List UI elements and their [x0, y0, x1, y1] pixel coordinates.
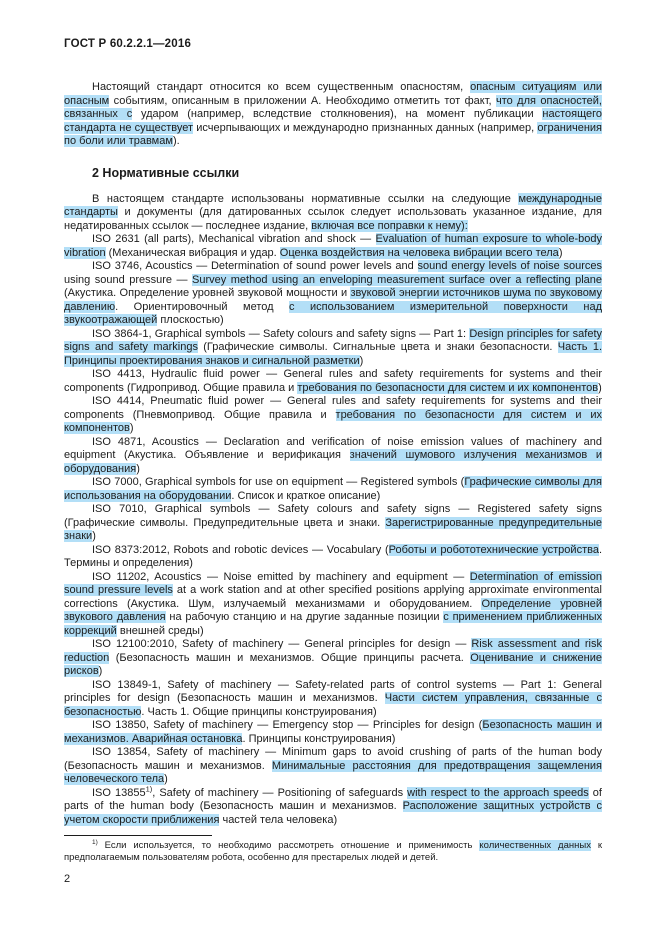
footnote [64, 840, 602, 864]
highlighted-text: с использованием измерительной поверхности над звукоотражающей [64, 300, 602, 326]
text-segment: и документы (для датированных ссылок следует использовать указанное издание, для недатированных ссылок — последнее издание, [64, 206, 602, 232]
highlighted-text: Графические символы для использования на оборудовании [64, 476, 602, 502]
text-segment: ) [129, 422, 134, 434]
text-segment: . Термины и определения) [64, 543, 603, 569]
text-segment: ISO 7000, Graphical symbols for use on equipment — Registered symbols ( [92, 476, 465, 488]
text-segment: ISO 13854, Safety of machinery — Minimum gaps to avoid crushing of parts of the human body (Безопасность машин и механизмов. [64, 746, 602, 772]
text-segment: исчерпывающих и международно признанных данных (например, [193, 121, 538, 134]
footnote-marker: 1) [145, 783, 153, 793]
reference-item [64, 544, 602, 571]
text-segment: внешней среды) [116, 624, 204, 637]
text-segment: ISO 2631 (all parts), Mechanical vibration and shock — [92, 233, 376, 245]
highlighted-text: Design principles for safety signs and safety markings [64, 327, 602, 353]
highlighted-text: sound energy levels of noise sources [417, 260, 603, 272]
reference-item [64, 436, 602, 477]
text-segment: ). [172, 135, 180, 147]
highlighted-text: с применением приближенных коррекций [64, 611, 603, 637]
text-segment: Настоящий стандарт относится ко всем существенным опасностям, [92, 81, 471, 93]
text-segment: ISO 4413, Hydraulic fluid power — General rules and safety requirements for systems and their components (Гидропривод. Общие правила и [64, 368, 602, 394]
highlighted-text: Определение уровней звукового давления [64, 597, 602, 623]
text-segment: ) [164, 773, 168, 785]
text-segment: ISO 8373:2012, Robots and robotic devices — Vocabulary ( [92, 543, 389, 556]
highlighted-text: with respect to the approach speeds [407, 786, 589, 799]
intro-paragraph [64, 81, 602, 149]
text-segment: of parts of the human body (Безопасность машин и механизмов. [64, 786, 602, 812]
text-segment: (Безопасность машин и механизмов. Общие принципы расчета. [109, 651, 471, 664]
text-segment: ) [92, 530, 96, 542]
page-content [64, 38, 602, 827]
highlighted-text: ограничения по боли или травмам [64, 121, 602, 147]
highlighted-text: Роботы и робототехнические устройства [388, 543, 599, 556]
highlighted-text: значений шумового излучения механизмов и оборудования [64, 449, 602, 475]
highlighted-text: Determination of emission sound pressure levels [64, 570, 602, 596]
text-segment: ISO 4414, Pneumatic fluid power — General rules and safety requirements for systems and their components (Пневмопривод. Общие правила и [64, 395, 602, 421]
text-segment: ISO 13855 [92, 786, 146, 799]
text-segment: , Safety of machinery — Positioning of safeguards [152, 786, 408, 799]
highlighted-text: международные стандарты [64, 192, 602, 218]
highlighted-text: Безопасность машин и механизмов. Аварийная остановка [64, 719, 602, 745]
highlighted-text: настоящего стандарта не существует [64, 108, 603, 134]
highlighted-text: Части систем управления, связанные с безопасностью [64, 692, 602, 718]
highlighted-text: Минимальные расстояния для предотвращения защемления человеческого тела [64, 759, 603, 785]
footnote-separator [64, 835, 212, 836]
text-segment: . Список и краткое описание) [231, 489, 381, 502]
reference-item [64, 638, 602, 679]
text-segment: . Ориентировочный метод [115, 300, 290, 313]
text-segment: . Часть 1. Общие принципы конструирования) [141, 705, 377, 718]
highlighted-text: Оценка воздействия на человека вибрации всего тела [279, 246, 559, 259]
highlighted-text: опасным ситуациям или опасным [64, 81, 603, 107]
text-segment: (Графические символы. Сигнальные цвета и знаки безопасности. [197, 341, 558, 353]
highlighted-text: Расположение защитных устройств с учетом скорости приближения [64, 800, 603, 826]
page-footer [64, 835, 602, 885]
text-segment: (Механическая вибрация и удар. [105, 246, 280, 259]
text-segment: плоскостью) [157, 314, 224, 326]
highlighted-text: звуковой энергии источников шума по звуковому давлению [64, 287, 602, 313]
text-segment: at a work station and at other specified positions applying approximate environmental corrections (Акустика. Шум, излучаемый механизмами и оборудованием. [64, 584, 602, 610]
reference-item [64, 783, 603, 828]
text-segment: ISO 12100:2010, Safety of machinery — General principles for design — [92, 638, 472, 650]
text-segment: ) [98, 665, 103, 677]
text-segment: (Акустика. Определение уровней звуковой мощности и [64, 287, 351, 299]
reference-item [64, 368, 602, 395]
text-segment: на рабочую станцию и на другие заданные позиции [165, 611, 444, 623]
reference-item [64, 746, 602, 787]
text-segment: ударом (например, вследствие столкновения), на момент публикации [132, 108, 543, 120]
text-segment: Если используется, то необходимо рассмотреть отношение и применимость [97, 840, 480, 851]
lead-paragraph [64, 193, 602, 234]
highlighted-text: Часть 1. Принципы проектирования знаков и сигнальной разметки [64, 341, 603, 367]
reference-item [64, 476, 602, 503]
reference-item [64, 503, 602, 544]
page-number: 2 [64, 873, 71, 885]
section-heading: 2 Нормативные ссылки [92, 165, 240, 180]
highlighted-text: Зарегистрированные предупредительные знаки [64, 516, 603, 542]
highlighted-text: требования по безопасности для систем и их компонентов [64, 408, 602, 434]
footnote-marker: 1) [92, 838, 98, 846]
text-segment: к предполагаемым пользователям робота, особенно для престарелых людей и детей. [64, 840, 603, 863]
highlighted-text: Evaluation of human exposure to whole-body vibration [64, 233, 603, 259]
document-header: ГОСТ Р 60.2.2.1—2016 [64, 38, 192, 50]
highlighted-text: Оценивание и снижение рисков [64, 651, 602, 677]
reference-item [64, 571, 602, 639]
references-list [64, 233, 602, 827]
highlighted-text: количественных данных [479, 840, 591, 851]
text-segment: ISO 11202, Acoustics — Noise emitted by machinery and equipment — [92, 570, 470, 583]
highlighted-text: Risk assessment and risk reduction [64, 638, 602, 664]
text-segment: ) [359, 354, 364, 367]
text-segment: ISO 7010, Graphical symbols — Safety colours and safety signs — Registered safety signs (Графические символы. Предупредительные цвета и знаки. [64, 503, 602, 529]
highlighted-text: требования по безопасности для систем и их компонентов [297, 381, 599, 394]
reference-item [64, 719, 602, 746]
text-segment: ) [136, 462, 140, 475]
highlighted-text: включая все поправки к нему): [311, 219, 468, 232]
text-segment: ISO 4871, Acoustics — Declaration and verification of noise emission values of machinery and equipment (Акустика. Объявление и верификация [64, 435, 602, 461]
highlighted-text: Survey method using an enveloping measurement surface over a reflecting plane [192, 273, 602, 286]
text-segment: using sound pressure — [64, 273, 193, 286]
reference-item [64, 260, 602, 328]
text-segment: . Принципы конструирования) [242, 732, 396, 745]
text-segment: ISO 13850, Safety of machinery — Emergency stop — Principles for design ( [92, 719, 483, 731]
text-segment: ISO 3746, Acoustics — Determination of sound power levels and [92, 260, 418, 272]
reference-item [64, 395, 602, 436]
text-segment: ISO 13849-1, Safety of machinery — Safety-related parts of control systems — Part 1: General principles for design (Безопасность машин и механизмов. [64, 678, 602, 704]
reference-item [64, 233, 602, 260]
text-segment: В настоящем стандарте использованы нормативные ссылки на следующие [92, 192, 519, 205]
text-segment: событиям, описанным в приложении А. Необходимо отметить тот факт, [109, 94, 496, 107]
text-segment: ISO 3864-1, Graphical symbols — Safety colours and safety signs — Part 1: [92, 327, 470, 340]
text-segment: частей тела человека) [219, 813, 338, 826]
text-segment: ) [598, 381, 602, 394]
text-segment: ) [558, 246, 563, 259]
reference-item [64, 328, 602, 369]
highlighted-text: что для опасностей, связанных с [64, 94, 602, 120]
reference-item [64, 679, 602, 720]
